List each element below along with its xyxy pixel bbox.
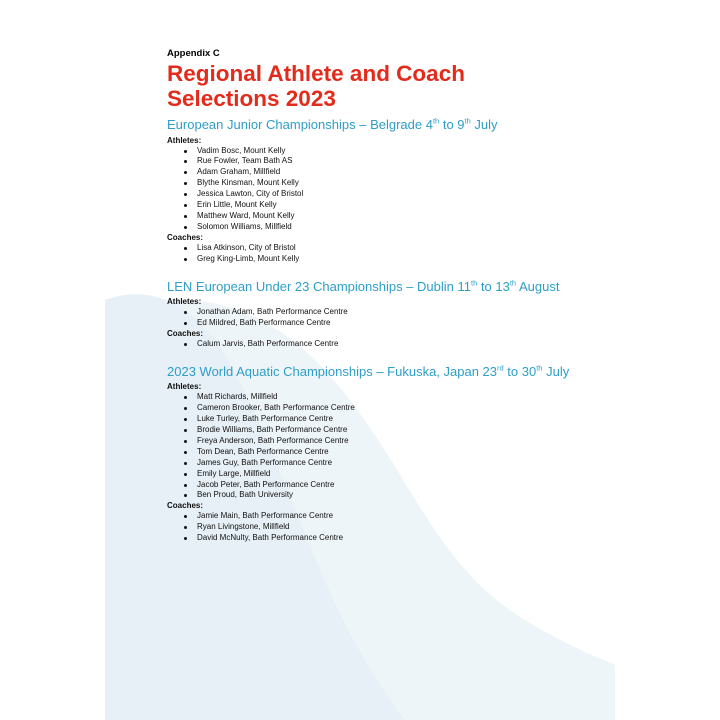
athlete-item: Ed Mildred, Bath Performance Centre	[184, 318, 607, 329]
section-heading	[167, 364, 607, 380]
athletes-label: Athletes:	[167, 382, 202, 392]
athlete-item: Matt Richards, Millfield	[184, 392, 607, 403]
heading-text: LEN European Under 23 Championships – Dublin 11	[167, 278, 472, 294]
heading-text: to 9	[439, 117, 465, 132]
athlete-item: James Guy, Bath Performance Centre	[184, 458, 607, 469]
heading-superscript: th	[464, 116, 471, 126]
athlete-item: Jessica Lawton, City of Bristol	[184, 189, 607, 200]
coach-list	[167, 243, 607, 265]
athlete-list	[167, 392, 607, 501]
page-title: Regional Athlete and Coach Selections 2023	[167, 61, 465, 111]
heading-text: July	[542, 363, 570, 379]
athlete-item: Freya Anderson, Bath Performance Centre	[184, 436, 607, 447]
heading-text: European Junior Championships – Belgrade 4	[167, 117, 433, 132]
heading-text: 2023 World Aquatic Championships – Fukuska, Japan 23	[167, 363, 498, 379]
athlete-item: Cameron Brooker, Bath Performance Centre	[184, 403, 607, 414]
athlete-list	[167, 146, 607, 233]
appendix-label: Appendix C	[167, 48, 220, 59]
coach-list	[167, 339, 607, 350]
selection-section	[167, 117, 607, 265]
heading-text: to 13	[477, 278, 510, 294]
athlete-item: Solomon Williams, Millfield	[184, 222, 607, 233]
document-page	[105, 0, 615, 720]
coach-item: Ryan Livingstone, Millfield	[184, 522, 607, 533]
athlete-item: Tom Dean, Bath Performance Centre	[184, 447, 607, 458]
heading-superscript: th	[471, 278, 478, 288]
athletes-label: Athletes:	[167, 297, 202, 307]
athlete-item: Adam Graham, Millfield	[184, 167, 607, 178]
coaches-label: Coaches:	[167, 501, 204, 511]
heading-text: August	[516, 278, 560, 294]
athletes-label: Athletes:	[167, 135, 202, 145]
athlete-item: Luke Turley, Bath Performance Centre	[184, 414, 607, 425]
athlete-list	[167, 307, 607, 329]
athlete-item: Vadim Bosc, Mount Kelly	[184, 146, 607, 157]
heading-superscript: th	[432, 116, 440, 126]
athlete-item: Matthew Ward, Mount Kelly	[184, 211, 607, 222]
coach-item: Greg King-Limb, Mount Kelly	[184, 254, 607, 265]
coaches-label: Coaches:	[167, 328, 204, 338]
athlete-item: Ben Proud, Bath University	[184, 490, 607, 501]
heading-superscript: th	[536, 363, 543, 373]
heading-text: July	[470, 117, 498, 132]
selection-section	[167, 279, 607, 350]
coach-item: Jamie Main, Bath Performance Centre	[184, 511, 607, 522]
athlete-item: Rue Fowler, Team Bath AS	[184, 156, 607, 167]
sections-container	[167, 117, 607, 544]
athlete-item: Jonathan Adam, Bath Performance Centre	[184, 307, 607, 318]
heading-superscript: rd	[497, 363, 504, 373]
coach-list	[167, 511, 607, 544]
athlete-item: Erin Little, Mount Kelly	[184, 200, 607, 211]
coach-item: Lisa Atkinson, City of Bristol	[184, 243, 607, 254]
heading-superscript: th	[509, 278, 517, 288]
section-heading	[167, 279, 607, 295]
coach-item: David McNulty, Bath Performance Centre	[184, 533, 607, 544]
athlete-item: Jacob Peter, Bath Performance Centre	[184, 480, 607, 491]
section-heading	[167, 117, 607, 133]
coach-item: Calum Jarvis, Bath Performance Centre	[184, 339, 607, 350]
athlete-item: Emily Large, Millfield	[184, 469, 607, 480]
athlete-item: Blythe Kinsman, Mount Kelly	[184, 178, 607, 189]
document-body	[167, 48, 607, 544]
athlete-item: Brodie Williams, Bath Performance Centre	[184, 425, 607, 436]
heading-text: to 30	[503, 363, 537, 379]
selection-section	[167, 364, 607, 544]
coaches-label: Coaches:	[167, 232, 204, 242]
